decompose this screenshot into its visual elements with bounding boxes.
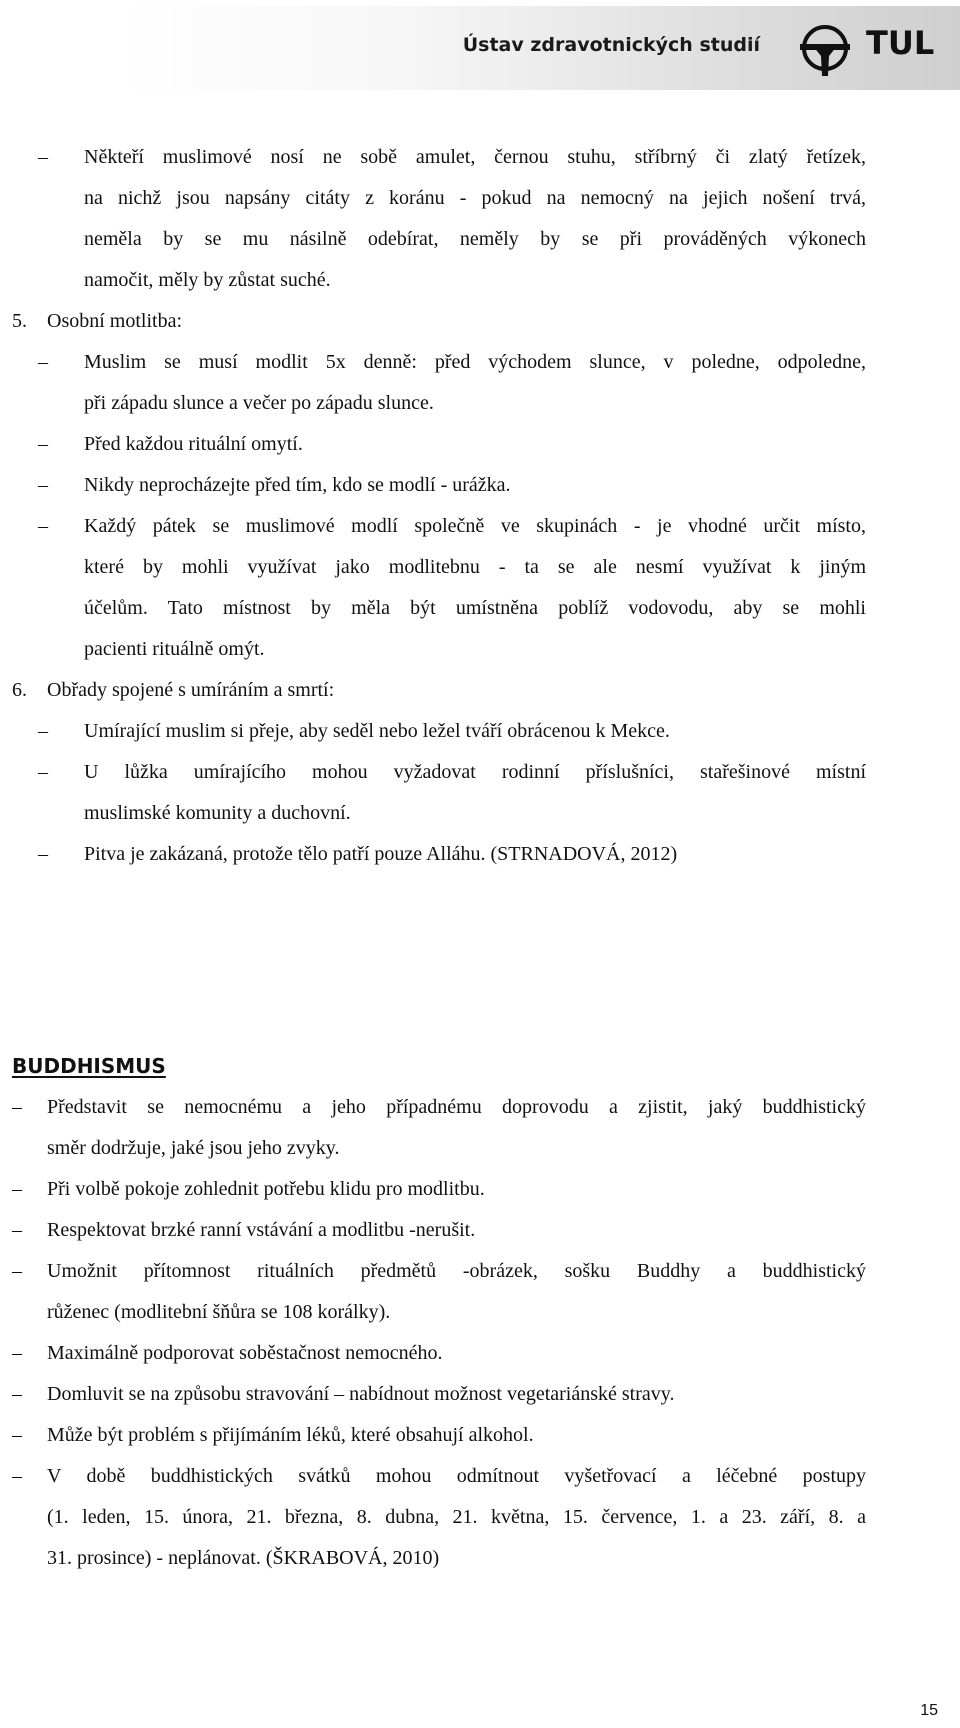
text-line: Každý pátek se muslimové modlí společně ve skupinách - je vhodné určit místo,: [84, 515, 866, 537]
text-line: Může být problém s přijímáním léků, které obsahují alkohol.: [47, 1424, 534, 1446]
section-heading: BUDDHISMUS: [12, 1054, 166, 1078]
text-line: Respektovat brzké ranní vstávání a modlitbu -nerušit.: [47, 1219, 476, 1241]
text-line: Maximálně podporovat soběstačnost nemocného.: [47, 1342, 443, 1364]
text-line: Muslim se musí modlit 5x denně: před východem slunce, v poledne, odpoledne,: [84, 351, 866, 373]
bullet-dash: –: [12, 1342, 22, 1364]
text-line: Nikdy neprocházejte před tím, kdo se modlí - urážka.: [84, 474, 511, 496]
bullet-dash: –: [38, 720, 48, 742]
text-line: růženec (modlitební šňůra se 108 korálky).: [47, 1301, 391, 1323]
text-line: neměla by se mu násilně odebírat, neměly by se při prováděných výkonech: [84, 228, 866, 250]
text-line: V době buddhistických svátků mohou odmítnout vyšetřovací a léčebné postupy: [47, 1465, 866, 1487]
text-line: Někteří muslimové nosí ne sobě amulet, černou stuhu, stříbrný či zlatý řetízek,: [84, 146, 866, 168]
institute-name: Ústav zdravotnických studií: [462, 34, 760, 56]
text-line: (1. leden, 15. února, 21. března, 8. dubna, 21. května, 15. července, 1. a 23. září, 8. a: [47, 1506, 866, 1528]
bullet-dash: –: [12, 1219, 22, 1241]
page-header: [0, 0, 960, 100]
text-line: Umožnit přítomnost rituálních předmětů -obrázek, sošku Buddhy a buddhistický: [47, 1260, 866, 1282]
text-line: pacienti rituálně omýt.: [84, 638, 265, 660]
text-line: namočit, měly by zůstat suché.: [84, 269, 331, 291]
text-line: Domluvit se na způsobu stravování – nabídnout možnost vegetariánské stravy.: [47, 1383, 675, 1405]
text-line: muslimské komunity a duchovní.: [84, 802, 351, 824]
text-line: Před každou rituální omytí.: [84, 433, 303, 455]
bullet-dash: –: [38, 843, 48, 865]
text-line: které by mohli využívat jako modlitebnu - ta se ale nesmí využívat k jiným: [84, 556, 866, 578]
tul-logo-icon: [800, 18, 850, 78]
text-line: na nichž jsou napsány citáty z koránu - pokud na nemocný na jejich nošení trvá,: [84, 187, 866, 209]
bullet-dash: –: [12, 1465, 22, 1487]
text-line: U lůžka umírajícího mohou vyžadovat rodinní příslušníci, stařešinové místní: [84, 761, 866, 783]
bullet-dash: –: [12, 1260, 22, 1282]
bullet-dash: –: [38, 474, 48, 496]
list-item-title: Osobní motlitba:: [47, 310, 182, 332]
text-line: při západu slunce a večer po západu slunce.: [84, 392, 434, 414]
bullet-dash: –: [38, 515, 48, 537]
bullet-dash: –: [12, 1178, 22, 1200]
bullet-dash: –: [38, 351, 48, 373]
list-number: 5.: [12, 310, 27, 332]
list-number: 6.: [12, 679, 27, 701]
text-line: Umírající muslim si přeje, aby seděl nebo ležel tváří obrácenou k Mekce.: [84, 720, 670, 742]
text-line: Při volbě pokoje zohlednit potřebu klidu pro modlitbu.: [47, 1178, 485, 1200]
text-line: 31. prosince) - neplánovat. (ŠKRABOVÁ, 2010): [47, 1547, 440, 1569]
bullet-dash: –: [38, 433, 48, 455]
bullet-dash: –: [12, 1424, 22, 1446]
text-line: Pitva je zakázaná, protože tělo patří pouze Alláhu. (STRNADOVÁ, 2012): [84, 843, 678, 865]
bullet-dash: –: [38, 761, 48, 783]
text-line: účelům. Tato místnost by měla být umístněna poblíž vodovodu, aby se mohli: [84, 597, 866, 619]
list-item-title: Obřady spojené s umíráním a smrtí:: [47, 679, 335, 701]
text-line: směr dodržuje, jaké jsou jeho zvyky.: [47, 1137, 340, 1159]
tul-logo-text: TUL: [866, 24, 935, 62]
bullet-dash: –: [12, 1383, 22, 1405]
page-number: 15: [920, 1702, 938, 1719]
bullet-dash: –: [12, 1096, 22, 1118]
bullet-dash: –: [38, 146, 48, 168]
text-line: Představit se nemocnému a jeho případnému doprovodu a zjistit, jaký buddhistický: [47, 1096, 866, 1118]
